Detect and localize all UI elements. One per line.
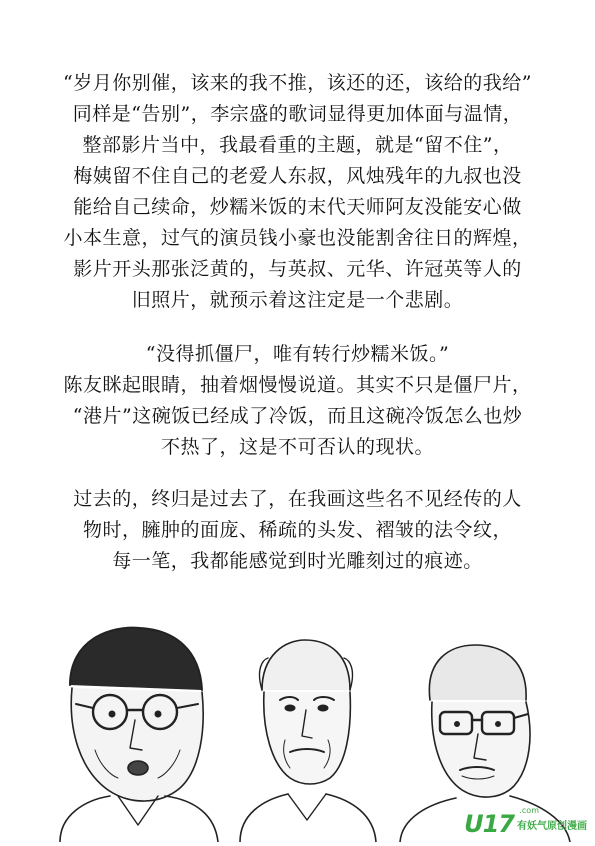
text-line: “没得抓僵尸，唯有转行炒糯米饭。” [145, 343, 450, 365]
text-line: 同样是“告别”，李宗盛的歌词显得更加体面与温情， [72, 103, 523, 125]
text-line: “港片”这碗饭已经成了冷饭，而且这碗冷饭怎么也炒 [72, 405, 523, 427]
text-line: 小本生意，过气的演员钱小豪也没能割舍往日的辉煌， [63, 227, 532, 249]
logo-dotcom: .com [519, 806, 539, 815]
text-line: “岁月你别催，该来的我不推，该还的还，该给的我给” [63, 72, 532, 94]
text-line: 每一笔，我都能感觉到时光雕刻过的痕迹。 [112, 550, 483, 572]
text-line: 物时，臃肿的面庞、稀疏的头发、褶皱的法令纹， [82, 519, 512, 541]
paragraph-2 [0, 339, 595, 463]
text-line: 影片开头那张泛黄的，与英叔、元华、许冠英等人的 [73, 258, 522, 280]
text-line: 旧照片，就预示着这注定是一个悲剧。 [131, 289, 464, 311]
portrait-man-center [240, 640, 376, 842]
u17-logo [464, 806, 587, 838]
text-line: 能给自己续命，炒糯米饭的末代天师阿友没能安心做 [73, 196, 522, 218]
paragraph-1 [0, 68, 595, 316]
paragraph-3 [0, 484, 595, 577]
text-line: 不热了，这是不可否认的现状。 [160, 436, 434, 458]
text-line: 陈友眯起眼睛，抽着烟慢慢说道。其实不只是僵尸片， [63, 374, 532, 396]
portraits-sketch [0, 600, 595, 842]
logo-mark: U17 [464, 810, 514, 838]
text-line: 梅姨留不住自己的老爱人东叔，风烛残年的九叔也没 [73, 165, 522, 187]
text-line: 整部影片当中，我最看重的主题，就是“留不住”， [82, 134, 513, 156]
portrait-illustration [0, 600, 595, 842]
portrait-man-glasses-left [60, 628, 218, 842]
text-line: 过去的，终归是过去了，在我画这些名不见经传的人 [73, 488, 522, 510]
logo-tagline: 有妖气原创漫画 [517, 820, 587, 832]
